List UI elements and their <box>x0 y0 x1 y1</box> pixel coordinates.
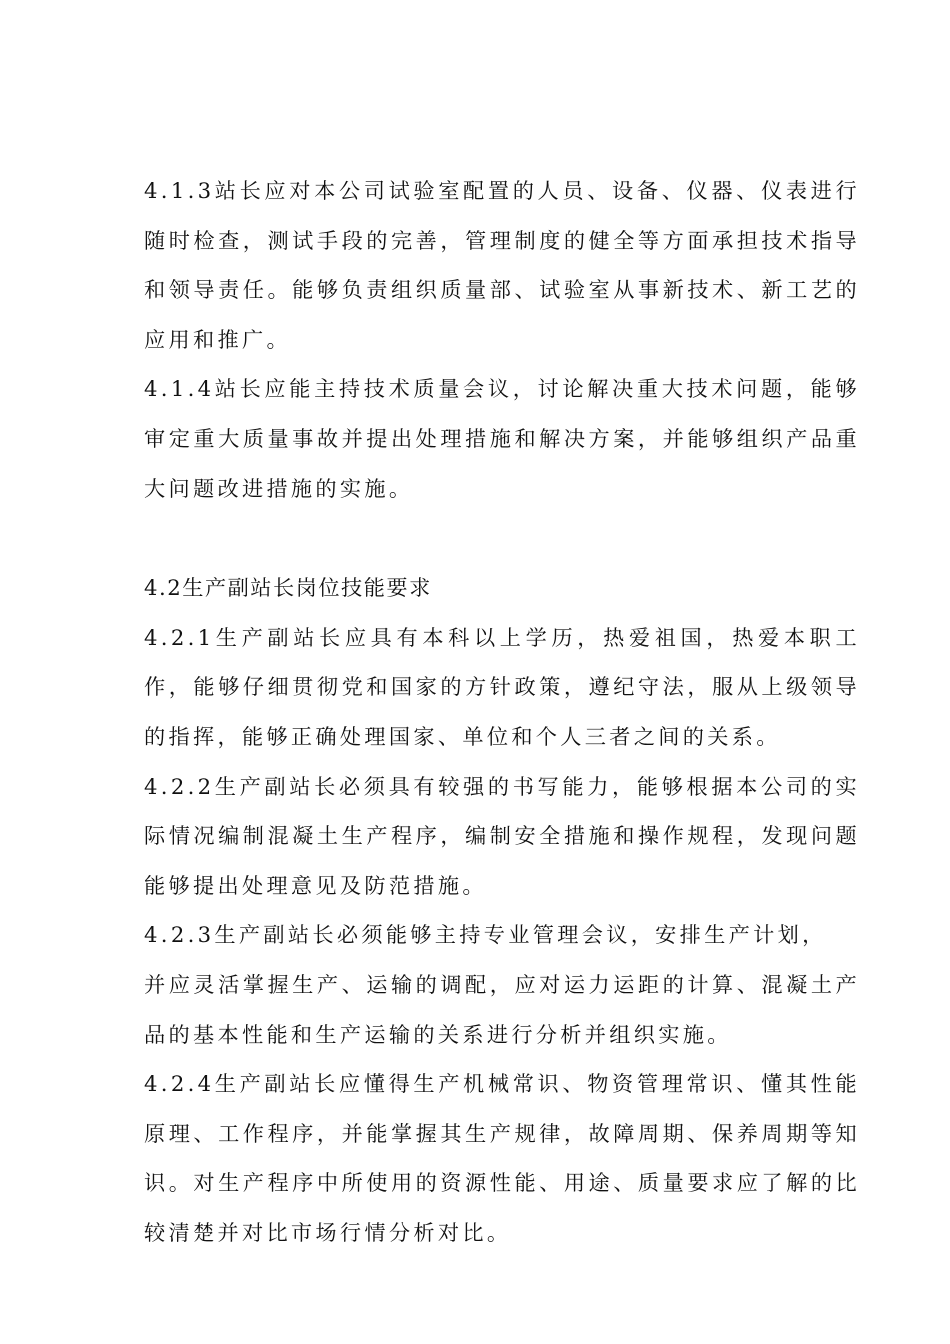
paragraph-4-1-3: 4.1.3站长应对本公司试验室配置的人员、设备、仪器、仪表进行随时检查，测试手段的完善，管理制度的健全等方面承担技术指导和领导责任。能够负责组织质量部、试验室从事新技术、新工艺的应用和推广。 <box>144 178 860 352</box>
paragraph-4-2-3-first-line: 4.2.3生产副站长必须能够主持专业管理会议，安排生产计划， <box>144 922 827 948</box>
paragraph-4-2-1: 4.2.1生产副站长应具有本科以上学历，热爱祖国，热爱本职工作，能够仔细贯彻党和国家的方针政策，遵纪守法，服从上级领导的指挥，能够正确处理国家、单位和个人三者之间的关系。 <box>144 624 860 749</box>
paragraph-4-1-4: 4.1.4站长应能主持技术质量会议，讨论解决重大技术问题，能够审定重大质量事故并提出处理措施和解决方案，并能够组织产品重大问题改进措施的实施。 <box>144 376 860 501</box>
paragraph-4-2-3-continuation: 并应灵活掌握生产、运输的调配，应对运力运距的计算、混凝土产品的基本性能和生产运输的关系进行分析并组织实施。 <box>144 971 860 1047</box>
section-heading-4-2: 4.2生产副站长岗位技能要求 <box>144 575 432 601</box>
paragraph-4-2-4: 4.2.4生产副站长应懂得生产机械常识、物资管理常识、懂其性能原理、工作程序，并能掌握其生产规律，故障周期、保养周期等知识。对生产程序中所使用的资源性能、用途、质量要求应了解的比较清楚并对比市场行情分析对比。 <box>144 1071 860 1245</box>
document-body <box>144 166 860 1257</box>
section-spacer <box>144 513 860 563</box>
paragraph-4-2-2: 4.2.2生产副站长必须具有较强的书写能力，能够根据本公司的实际情况编制混凝土生产程序，编制安全措施和操作规程，发现问题能够提出处理意见及防范措施。 <box>144 773 860 898</box>
